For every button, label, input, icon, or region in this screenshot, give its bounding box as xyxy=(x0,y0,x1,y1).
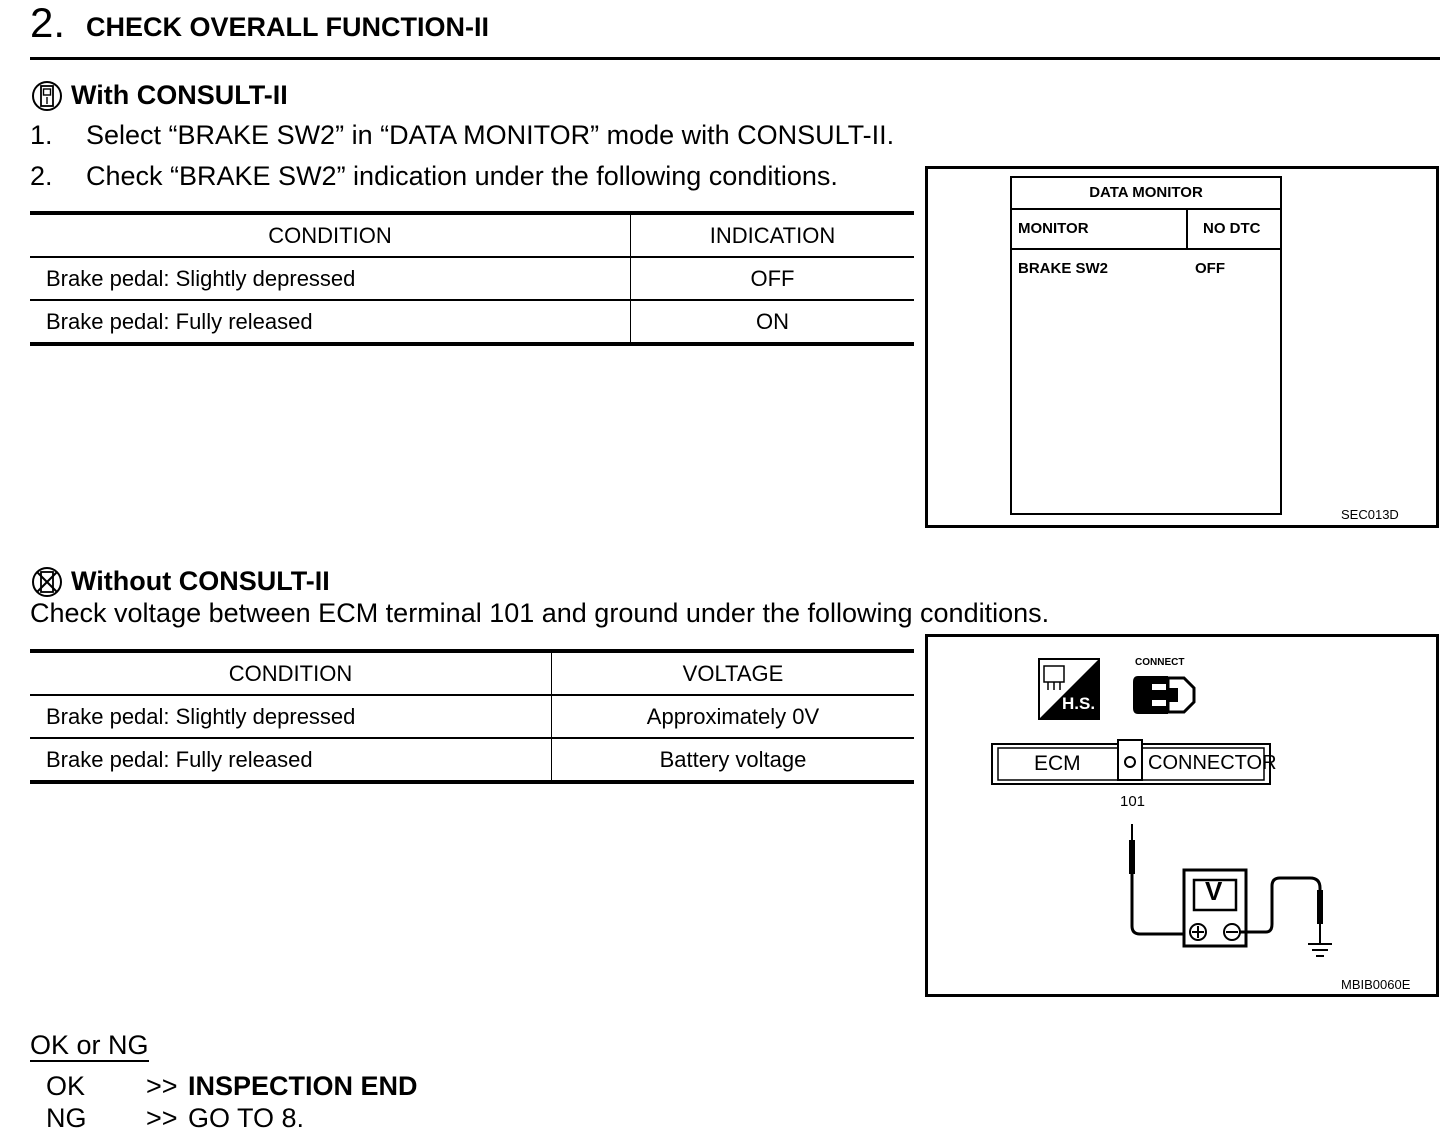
figure-code: MBIB0060E xyxy=(1341,977,1411,992)
header-condition: CONDITION xyxy=(30,651,552,695)
voltage-cell: Battery voltage xyxy=(659,746,807,772)
step-title: CHECK OVERALL FUNCTION-II xyxy=(86,12,489,42)
meter-label: V xyxy=(1205,876,1223,906)
no-dtc-label: NO DTC xyxy=(1203,220,1261,237)
monitor-item-value: OFF xyxy=(1195,260,1225,277)
step-2-number: 2. xyxy=(30,161,53,191)
table-row xyxy=(30,738,914,782)
step-1-number: 1. xyxy=(30,120,53,150)
ok-label: OK xyxy=(46,1071,86,1101)
with-consult-title: With CONSULT-II xyxy=(71,80,288,110)
connector-plug-icon xyxy=(1132,670,1196,720)
ng-arrow: >> xyxy=(146,1103,178,1133)
voltage-cell: Approximately 0V xyxy=(552,695,915,738)
connector-label: CONNECTOR xyxy=(1148,752,1277,774)
table-row xyxy=(30,695,914,738)
figure-code: SEC013D xyxy=(1341,507,1399,522)
header-rule xyxy=(30,57,1440,60)
header-condition: CONDITION xyxy=(30,213,631,257)
table-header-row xyxy=(30,213,914,257)
table-row xyxy=(30,300,914,344)
ng-action: GO TO 8. xyxy=(188,1103,305,1133)
condition-cell: Brake pedal: Fully released xyxy=(30,738,552,782)
voltage-instruction: Check voltage between ECM terminal 101 and ground under the following conditions. xyxy=(30,598,1050,628)
condition-cell: Brake pedal: Slightly depressed xyxy=(30,257,631,300)
table-header-row xyxy=(30,651,914,695)
indication-cell: OFF xyxy=(631,257,915,300)
monitor-col-label: MONITOR xyxy=(1018,220,1089,237)
ecm-label: ECM xyxy=(1034,752,1081,775)
step-number: 2. xyxy=(30,0,66,46)
no-consult-icon xyxy=(31,566,63,598)
ok-ng-heading: OK or NG xyxy=(30,1030,149,1060)
header-voltage: VOLTAGE xyxy=(552,651,915,695)
ng-label: NG xyxy=(46,1103,87,1133)
without-consult-title: Without CONSULT-II xyxy=(71,566,330,596)
step-1-text: Select “BRAKE SW2” in “DATA MONITOR” mode with CONSULT-II. xyxy=(86,120,895,150)
connect-label: CONNECT xyxy=(1135,657,1185,668)
monitor-title: DATA MONITOR xyxy=(1089,184,1203,201)
condition-cell: Brake pedal: Slightly depressed xyxy=(30,695,552,738)
voltage-table xyxy=(30,649,914,784)
indication-cell: ON xyxy=(756,308,789,334)
voltmeter-circuit xyxy=(1120,840,1340,964)
step-2-text: Check “BRAKE SW2” indication under the following conditions. xyxy=(86,161,838,191)
consult-tool-icon xyxy=(31,80,63,112)
table-row xyxy=(30,257,914,300)
condition-cell: Brake pedal: Fully released xyxy=(30,300,631,344)
hs-label: H.S. xyxy=(1062,694,1096,713)
header-indication: INDICATION xyxy=(631,213,915,257)
monitor-item-name: BRAKE SW2 xyxy=(1018,260,1109,277)
ok-action: INSPECTION END xyxy=(188,1071,418,1101)
terminal-number: 101 xyxy=(1120,793,1146,810)
ok-arrow: >> xyxy=(146,1071,178,1101)
indication-table xyxy=(30,211,914,346)
